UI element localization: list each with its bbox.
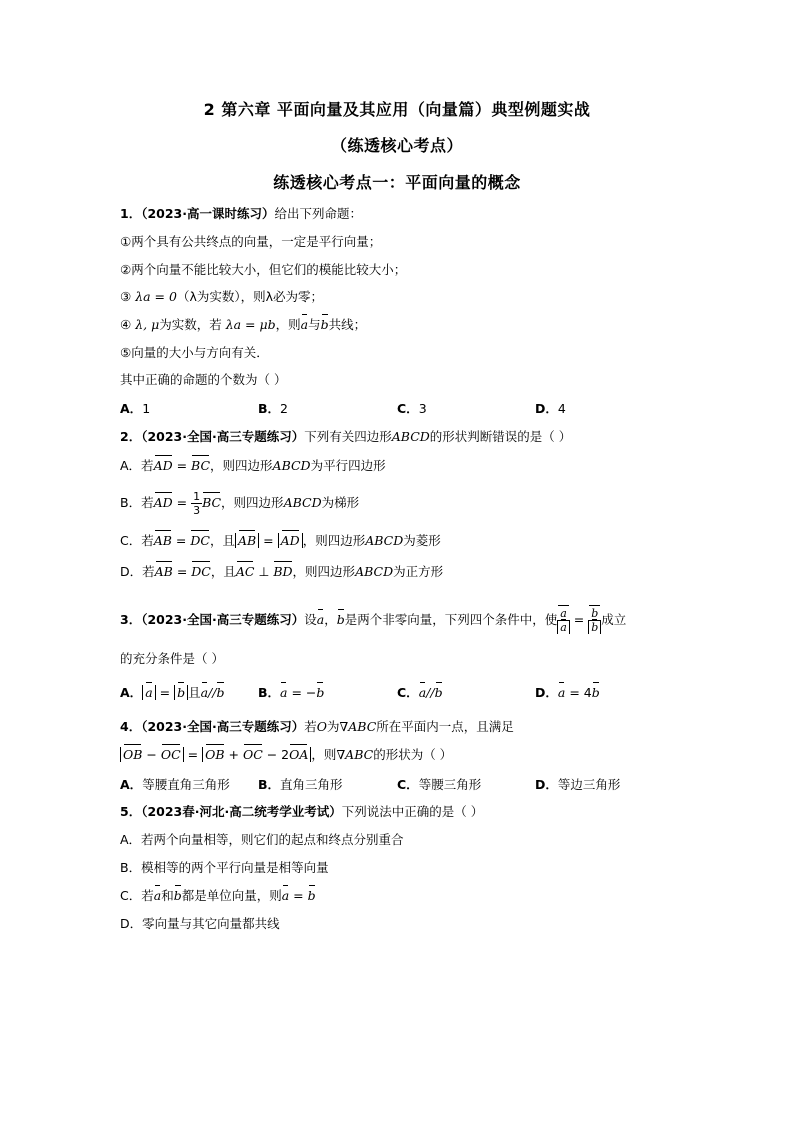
q4-option-c[interactable] bbox=[397, 776, 481, 794]
q5-oc-mid: 都是单位向量，则 bbox=[181, 888, 282, 903]
q1-statement-1: ①两个具有公共终点的向量，一定是平行向量； bbox=[120, 234, 382, 249]
q2-oa-label: A．若 bbox=[120, 458, 154, 473]
q2-quad: ABCD bbox=[391, 429, 430, 444]
q3-ob-a: a bbox=[280, 685, 288, 700]
q2-oc-label: C．若 bbox=[120, 533, 154, 548]
q2-oa-eq: = bbox=[172, 458, 192, 473]
q2-oc-eq2: = bbox=[259, 533, 278, 548]
q1-s3-marker: ③ bbox=[120, 289, 132, 304]
q2-oa-tail: ，则四边形 bbox=[210, 458, 273, 473]
q4-vec-oa: OA bbox=[289, 747, 309, 762]
q3-option-c[interactable] bbox=[397, 684, 443, 702]
q2-oc-eq: = bbox=[171, 533, 191, 548]
q3-oc-b: b bbox=[434, 685, 443, 700]
q2-ob-eq: = bbox=[172, 495, 192, 510]
q2-ob-tail: ，则四边形 bbox=[221, 495, 284, 510]
q1-option-c[interactable] bbox=[397, 400, 427, 418]
q2-od-vec4: BD bbox=[273, 564, 293, 579]
q2-oa-quad: ABCD bbox=[272, 458, 311, 473]
q3-stem-2: 是两个非零向量，下列四个条件中，使 bbox=[344, 612, 558, 627]
q3-number: 3． bbox=[120, 612, 142, 627]
q2-number: 2． bbox=[120, 429, 142, 444]
q2-stem bbox=[120, 428, 571, 446]
q3-ob-label: B． bbox=[258, 685, 281, 700]
q3-oa-label: A． bbox=[120, 685, 143, 700]
q2-oc-mid: ，且 bbox=[209, 533, 235, 548]
q1-s4-and: 与 bbox=[308, 317, 321, 332]
q2-oc-vec2: DC bbox=[190, 533, 210, 548]
q3-option-d[interactable] bbox=[535, 684, 600, 702]
q3-frac-a-den-vec: a bbox=[560, 621, 567, 634]
q2-od-vec1: AB bbox=[154, 564, 173, 579]
q4-tail-2: 的形状为（ ） bbox=[373, 747, 453, 762]
q1-option-c-text: 3 bbox=[418, 401, 427, 416]
q4-triangle: ∇ABC bbox=[339, 719, 377, 734]
q4-stem-2: 为 bbox=[327, 719, 340, 734]
q2-od-end: 为正方形 bbox=[393, 564, 444, 579]
q3-oa-b2: b bbox=[216, 685, 225, 700]
q1-option-d-label: D． bbox=[535, 401, 558, 416]
q1-option-d-text: 4 bbox=[557, 401, 566, 416]
q4-triangle-2: ∇ABC bbox=[336, 747, 374, 762]
q2-ob-label: B．若 bbox=[120, 495, 154, 510]
q3-stem-1: 设 bbox=[304, 612, 317, 627]
q3-od-eq: = 4 bbox=[565, 685, 592, 700]
q1-s3-expression: λa = 0 bbox=[135, 289, 177, 304]
q1-option-c-label: C． bbox=[397, 401, 419, 416]
q2-oc-vec1: AB bbox=[153, 533, 172, 548]
q2-od-vec2: DC bbox=[191, 564, 211, 579]
q3-ob-eq: = − bbox=[287, 685, 317, 700]
q5-option-c[interactable] bbox=[120, 887, 316, 905]
q3-oc-label: C． bbox=[397, 685, 419, 700]
q5-oc-and: 和 bbox=[161, 888, 174, 903]
q2-oc-vec4: AD bbox=[280, 533, 300, 548]
q3-oa-eq: = bbox=[155, 685, 175, 700]
q3-option-a[interactable] bbox=[120, 684, 225, 702]
q5-oc-a: a bbox=[153, 888, 162, 903]
q2-ob-vec2: BC bbox=[202, 495, 222, 510]
q4-tail-1: ，则 bbox=[311, 747, 337, 762]
q1-statement-5: ⑤向量的大小与方向有关． bbox=[120, 345, 269, 360]
q3-eq: = bbox=[569, 612, 589, 627]
q3-od-label: D． bbox=[535, 685, 558, 700]
q3-ob-b: b bbox=[316, 685, 325, 700]
q2-oc-abs1 bbox=[235, 533, 259, 548]
q1-number: 1． bbox=[120, 206, 142, 221]
q5-option-b[interactable]: B．模相等的两个平行向量是相等向量 bbox=[120, 860, 329, 875]
q2-option-c[interactable] bbox=[120, 532, 441, 550]
q2-ob-end: 为梯形 bbox=[321, 495, 360, 510]
q3-oa-b: b bbox=[177, 685, 186, 700]
q2-oa-vec2: BC bbox=[191, 458, 211, 473]
q1-statement-3 bbox=[120, 288, 323, 306]
q4-abs-left bbox=[120, 747, 184, 762]
q2-oc-quad: ABCD bbox=[365, 533, 404, 548]
q1-option-d[interactable] bbox=[535, 400, 566, 418]
q4-condition bbox=[120, 746, 452, 764]
q4-option-d-text: 等边三角形 bbox=[557, 777, 621, 792]
q4-option-d-label: D． bbox=[535, 777, 558, 792]
q2-option-d[interactable] bbox=[120, 563, 443, 581]
q1-stem bbox=[120, 205, 362, 223]
q3-oa-abs-a bbox=[142, 685, 155, 700]
q1-option-a-label: A． bbox=[120, 401, 143, 416]
q1-option-b[interactable] bbox=[258, 400, 288, 418]
q2-ob-quad: ABCD bbox=[283, 495, 322, 510]
q4-option-b-label: B． bbox=[258, 777, 281, 792]
q4-option-a-label: A． bbox=[120, 777, 143, 792]
section-title: 练透核心考点一：平面向量的概念 bbox=[273, 173, 521, 192]
q5-oc-a2: a bbox=[281, 888, 290, 903]
q2-stem-text-2: 的形状判断错误的是（ ） bbox=[429, 429, 572, 444]
q4-option-a[interactable] bbox=[120, 776, 230, 794]
q3-frac-b-num: b bbox=[588, 607, 601, 621]
q2-ob-fraction-den: 3 bbox=[193, 504, 201, 517]
q3-stem-3: 成立 bbox=[601, 612, 627, 627]
q3-frac-b-den-vec: b bbox=[591, 621, 599, 634]
q3-oc-par: // bbox=[426, 685, 435, 700]
q4-point-o: O bbox=[316, 719, 328, 734]
q4-source: （2023·全国·高三专题练习） bbox=[141, 719, 305, 734]
q4-option-a-text: 等腰直角三角形 bbox=[142, 777, 230, 792]
q1-s4-mid: 为实数，若 bbox=[159, 317, 222, 332]
q3-stem bbox=[120, 607, 626, 634]
q2-od-eq: = bbox=[172, 564, 192, 579]
q4-option-c-label: C． bbox=[397, 777, 419, 792]
q2-ob-vec1: AD bbox=[153, 495, 173, 510]
q2-od-vec3: AC bbox=[235, 564, 255, 579]
q4-minus: − bbox=[142, 747, 161, 762]
q1-s3-text: （λ为实数），则λ必为零； bbox=[176, 289, 323, 304]
sub-title: （练透核心考点） bbox=[330, 136, 463, 155]
q3-fraction-b bbox=[588, 607, 601, 634]
q4-minus-2: − 2 bbox=[262, 747, 290, 762]
q3-vector-a: a bbox=[316, 612, 325, 627]
q1-source: （2023·高一课时练习） bbox=[141, 206, 275, 221]
q4-number: 4． bbox=[120, 719, 142, 734]
q1-s4-vector-b: b bbox=[320, 317, 329, 332]
q1-option-b-text: 2 bbox=[280, 401, 288, 416]
q1-s4-vars: λ, μ bbox=[135, 317, 160, 332]
q2-od-label: D．若 bbox=[120, 564, 155, 579]
q5-oc-b: b bbox=[173, 888, 182, 903]
q1-s4-expression: λa = μb bbox=[225, 317, 276, 332]
q4-stem-3: 所在平面内一点，且满足 bbox=[376, 719, 514, 734]
q3-vector-b: b bbox=[336, 612, 345, 627]
q2-oc-tail: ，则四边形 bbox=[302, 533, 366, 548]
q2-source: （2023·全国·高三专题练习） bbox=[141, 429, 305, 444]
q4-option-b-text: 直角三角形 bbox=[280, 777, 343, 792]
q2-oa-vec1: AD bbox=[153, 458, 173, 473]
q3-oa-mid: 且 bbox=[188, 685, 201, 700]
q1-s4-vector-a: a bbox=[300, 317, 309, 332]
q2-ob-fraction-num: 1 bbox=[193, 490, 201, 503]
q3-source: （2023·全国·高三专题练习） bbox=[141, 612, 305, 627]
q4-option-c-text: 等腰三角形 bbox=[418, 777, 482, 792]
q4-plus: + bbox=[224, 747, 243, 762]
q4-vec-oc-2: OC bbox=[242, 747, 263, 762]
q1-statement-2: ②两个向量不能比较大小，但它们的模能比较大小； bbox=[120, 262, 407, 277]
q3-oa-a: a bbox=[145, 685, 153, 700]
q3-frac-a-den bbox=[557, 621, 570, 634]
q3-frac-a-num: a bbox=[557, 607, 570, 621]
q2-oc-vec3: AB bbox=[237, 533, 257, 548]
q3-od-a: a bbox=[557, 685, 566, 700]
q2-option-a[interactable] bbox=[120, 457, 386, 475]
main-title: 2 第六章 平面向量及其应用（向量篇）典型例题实战 bbox=[203, 100, 591, 119]
q3-fraction-a bbox=[557, 607, 570, 634]
q3-frac-b-den bbox=[588, 621, 601, 634]
q1-s4-marker: ④ bbox=[120, 317, 132, 332]
q2-od-tail: ，则四边形 bbox=[292, 564, 356, 579]
q4-stem-1: 若 bbox=[304, 719, 317, 734]
q2-oc-end: 为菱形 bbox=[403, 533, 441, 548]
q2-oc-abs2 bbox=[278, 533, 303, 548]
q1-ask: 其中正确的命题的个数为（ ） bbox=[120, 372, 287, 387]
q5-oc-b2: b bbox=[307, 888, 316, 903]
q3-comma: ， bbox=[324, 612, 337, 627]
q2-option-b[interactable] bbox=[120, 490, 359, 517]
q2-stem-text: 下列有关四边形 bbox=[304, 429, 392, 444]
q5-option-d[interactable]: D．零向量与其它向量都共线 bbox=[120, 916, 280, 931]
q3-stem-line-2: 的充分条件是（ ） bbox=[120, 651, 224, 666]
q5-stem bbox=[120, 803, 483, 821]
q2-od-quad: ABCD bbox=[355, 564, 394, 579]
q1-stem-text: 给出下列命题： bbox=[274, 206, 363, 221]
q5-oc-pre: C．若 bbox=[120, 888, 154, 903]
q5-oc-eq: = bbox=[289, 888, 308, 903]
q4-vec-ob: OB bbox=[123, 747, 143, 762]
q1-s4-end: 共线； bbox=[328, 317, 367, 332]
q4-abs-right bbox=[202, 747, 311, 762]
q4-eq: = bbox=[183, 747, 203, 762]
q1-option-a-text: 1 bbox=[142, 401, 151, 416]
q3-oa-a2: a bbox=[200, 685, 209, 700]
q4-option-d[interactable] bbox=[535, 776, 620, 794]
q4-option-b[interactable] bbox=[258, 776, 343, 794]
q4-vec-oc: OC bbox=[160, 747, 181, 762]
q4-stem bbox=[120, 718, 514, 736]
q3-oa-abs-b bbox=[174, 685, 188, 700]
q3-od-b: b bbox=[591, 685, 600, 700]
q5-option-a[interactable]: A．若两个向量相等，则它们的起点和终点分别重合 bbox=[120, 832, 404, 847]
q3-oa-par: // bbox=[208, 685, 217, 700]
q1-s4-then: ，则 bbox=[275, 317, 301, 332]
q1-option-b-label: B． bbox=[258, 401, 281, 416]
q3-oc-a: a bbox=[418, 685, 427, 700]
q5-number: 5． bbox=[120, 804, 142, 819]
q3-option-b[interactable] bbox=[258, 684, 324, 702]
q1-statement-4 bbox=[120, 316, 366, 334]
q2-od-perp: ⊥ bbox=[254, 564, 274, 579]
q2-od-mid: ，且 bbox=[210, 564, 236, 579]
q2-ob-fraction bbox=[191, 490, 202, 517]
q5-source: （2023春·河北·高二统考学业考试） bbox=[141, 804, 342, 819]
q2-oa-end: 为平行四边形 bbox=[310, 458, 386, 473]
q5-stem-text: 下列说法中正确的是（ ） bbox=[341, 804, 484, 819]
q4-vec-ob-2: OB bbox=[205, 747, 225, 762]
q1-option-a[interactable] bbox=[120, 400, 150, 418]
